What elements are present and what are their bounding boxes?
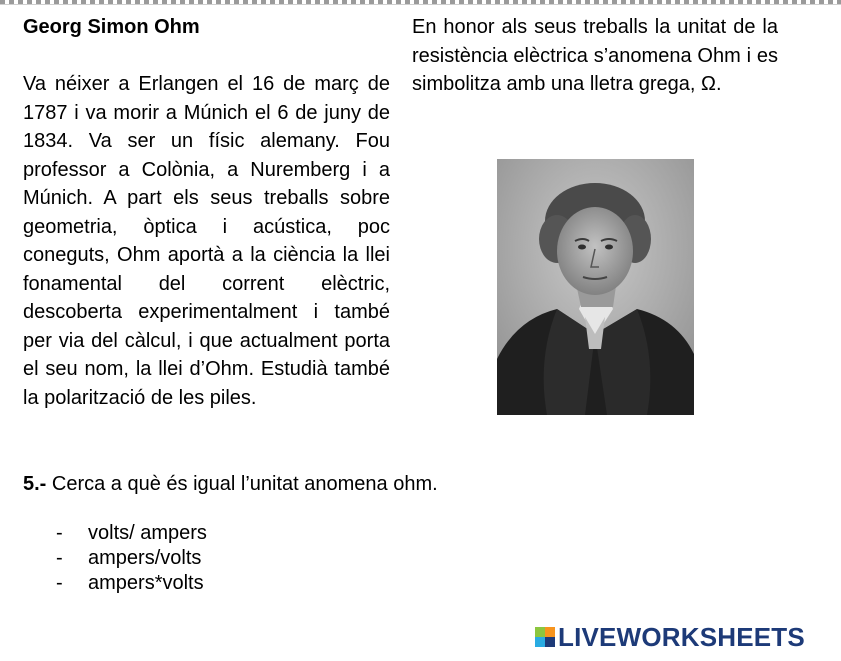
- honor-text: En honor als seus treballs la unitat de la resistència elèctrica s’anomena Ohm i es simbolitza amb una lletra grega, Ω.: [412, 16, 778, 95]
- option-item[interactable]: [23, 546, 207, 571]
- question-text: Cerca a què és igual l’unitat anomena ohm.: [46, 473, 438, 495]
- page-top-border: [0, 0, 841, 5]
- option-dash: -: [56, 522, 63, 544]
- biography-text: Va néixer a Erlangen el 16 de març de 1787 i va morir a Múnich el 6 de juny de 1834. Va ser un físic alemany. Fou professor a Colònia, a Nuremberg i a Múnich. A part els seus treballs sobre geometria, òptica i acústica, poc coneguts, Ohm aportà a la ciència la llei fonamental del corrent elèctric, descoberta experimentalment i també per via del càlcul, i que actualment porta el seu nom, la llei d’Ohm. Estudià també la polarització de les piles.: [23, 73, 390, 409]
- option-label: volts/ ampers: [88, 522, 207, 544]
- left-column: [23, 13, 390, 412]
- article-title: Georg Simon Ohm: [23, 16, 200, 38]
- question-5: [23, 470, 438, 498]
- question-number: 5.-: [23, 473, 47, 495]
- option-item[interactable]: [23, 571, 207, 596]
- option-label: ampers/volts: [88, 547, 202, 569]
- option-label: ampers*volts: [88, 572, 204, 594]
- option-item[interactable]: [23, 521, 207, 546]
- option-dash: -: [56, 547, 63, 569]
- option-dash: -: [56, 572, 63, 594]
- liveworksheets-brand: [535, 622, 805, 652]
- answer-options: [23, 521, 207, 596]
- brand-name: LIVEWORKSHEETS: [558, 621, 805, 652]
- ohm-portrait: [497, 159, 694, 415]
- liveworksheets-logo-icon: [535, 627, 555, 647]
